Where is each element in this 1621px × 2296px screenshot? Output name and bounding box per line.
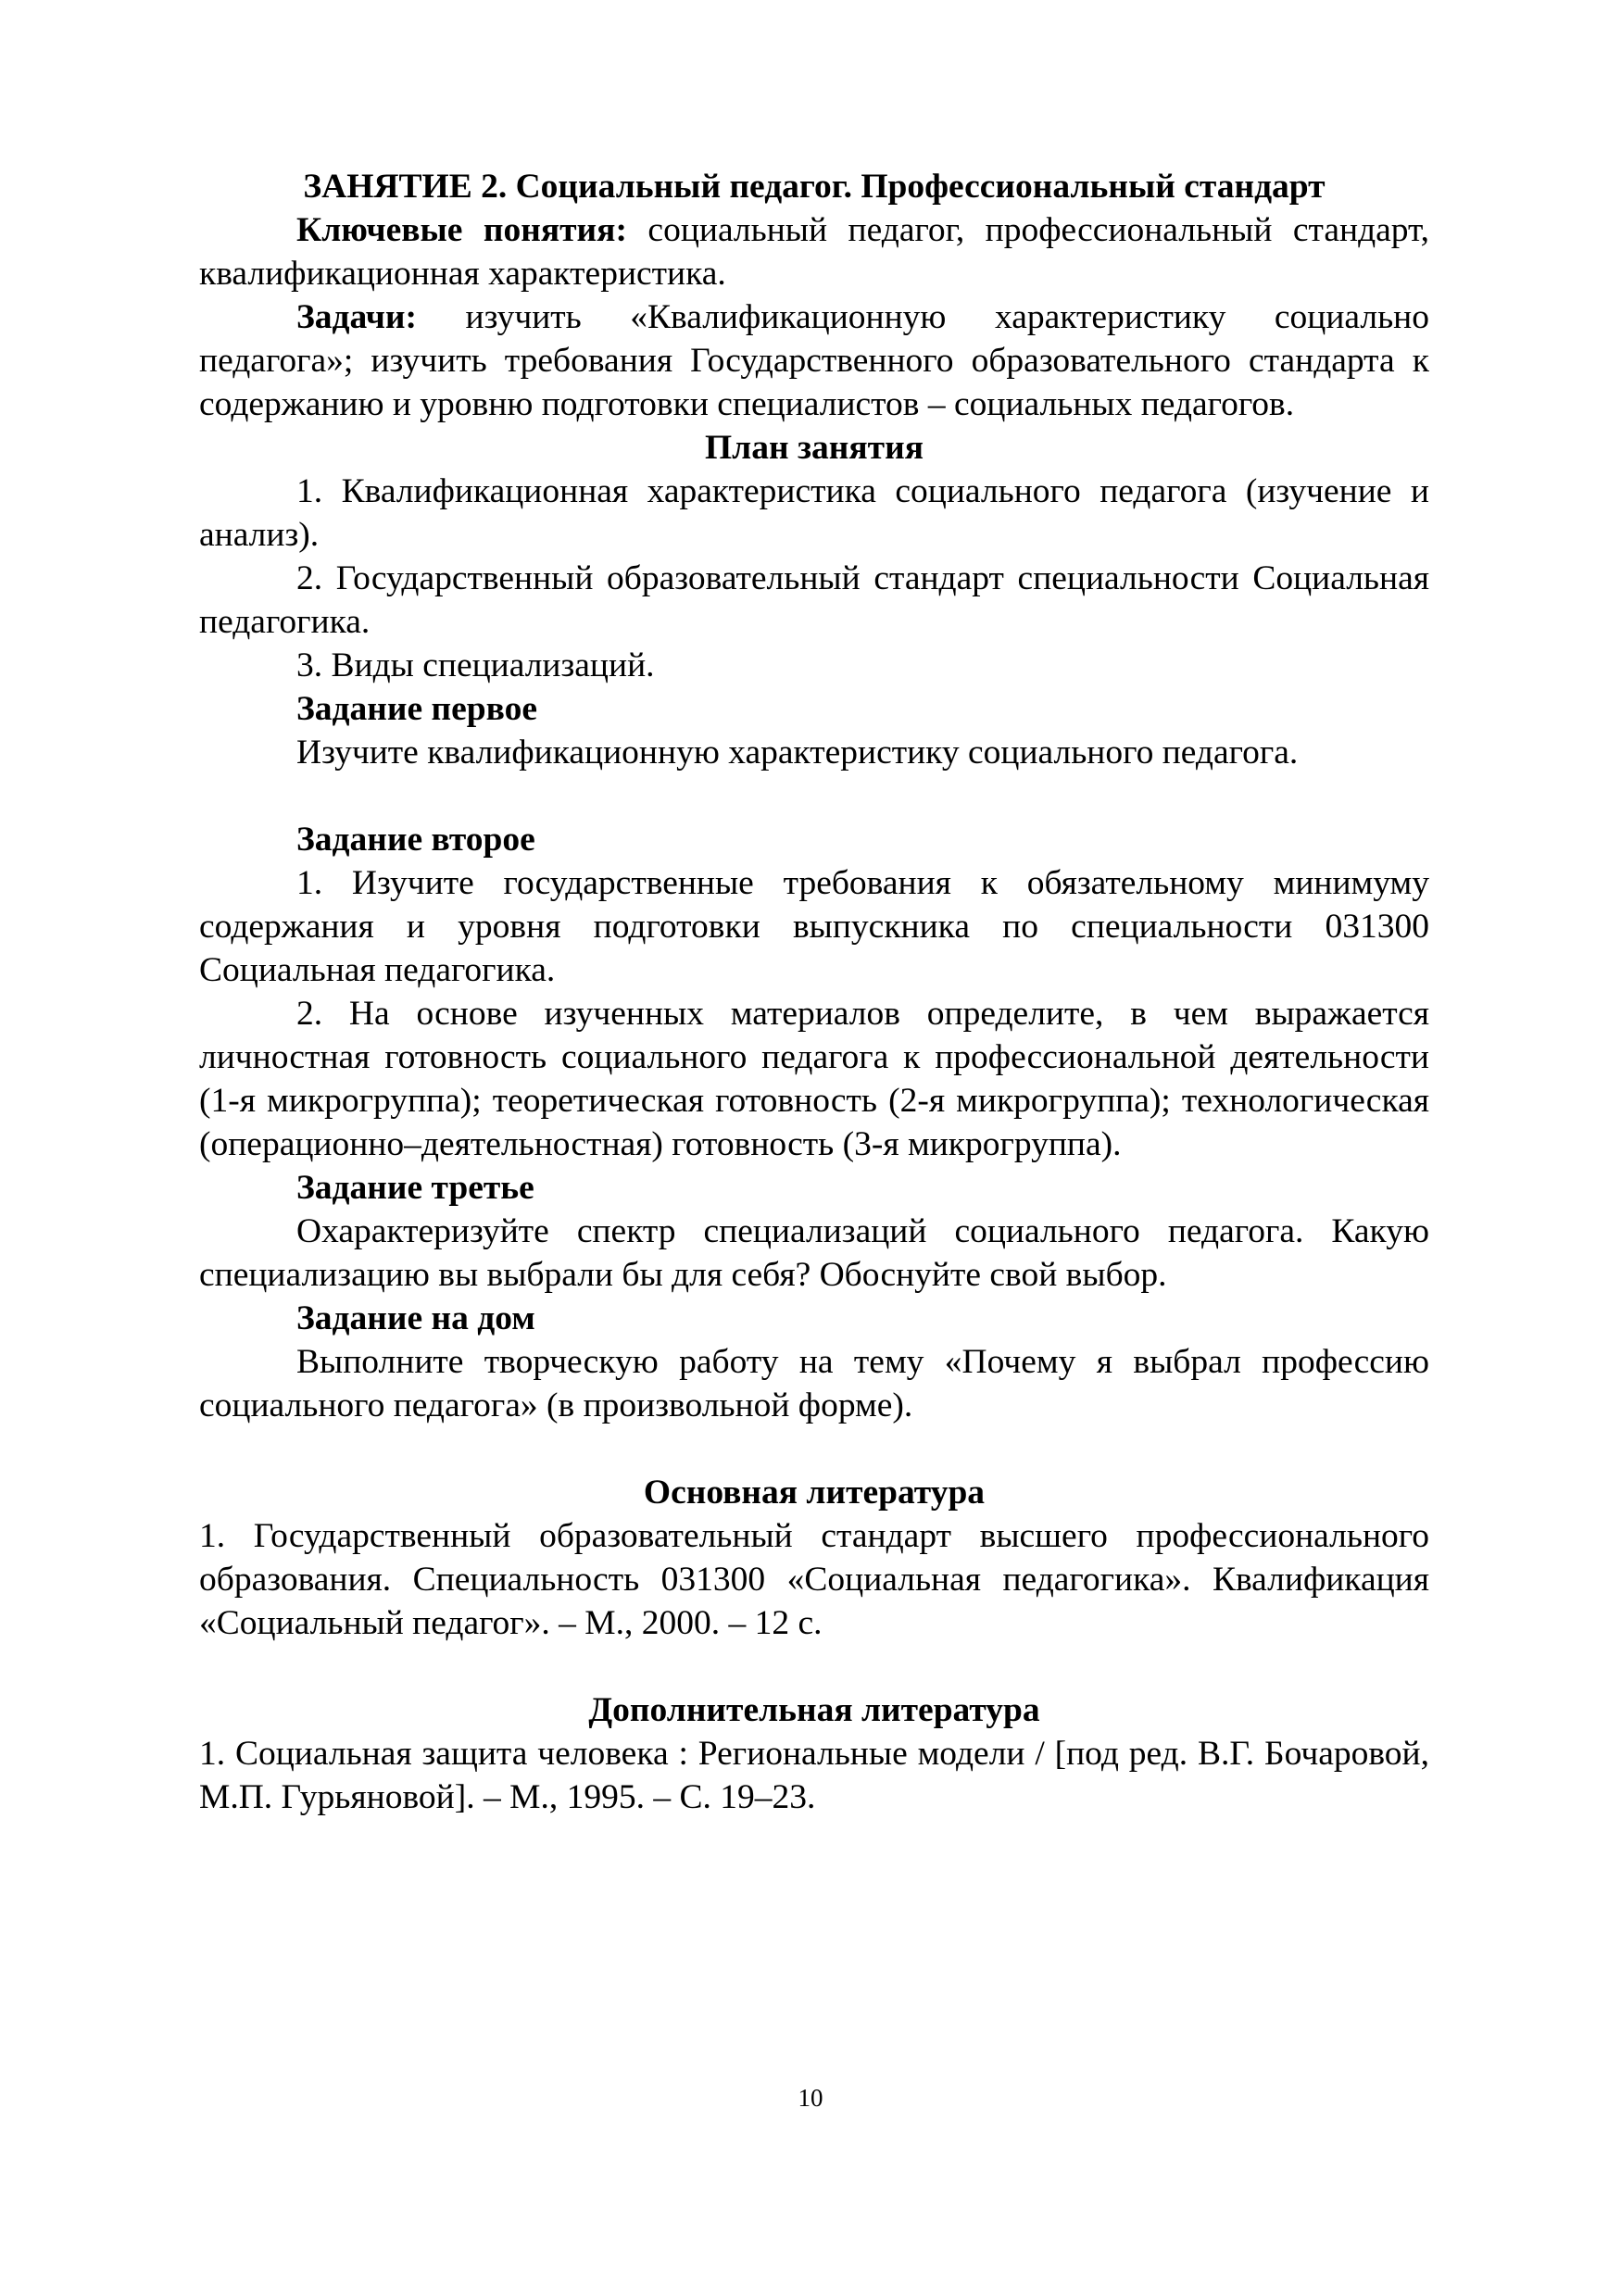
- main-literature-heading: Основная литература: [643, 1474, 986, 1512]
- key-concepts-label: Ключевые понятия:: [296, 211, 627, 249]
- lesson-title: ЗАНЯТИЕ 2. Социальный педагог. Профессиональный стандарт: [303, 168, 1326, 206]
- tasks-paragraph: [199, 295, 1429, 426]
- assignment-2-item: 1. Изучите государственные требования к обязательному минимуму содержания и уровня подготовки выпускника по специальности 031300 Социальная педагогика.: [199, 864, 1429, 989]
- spacer: [199, 774, 1429, 818]
- assignment-1-heading: Задание первое: [296, 690, 537, 728]
- additional-literature-item: 1. Социальная защита человека : Региональные модели / [под ред. В.Г. Бочаровой, М.П. Гурьяновой]. – М., 1995. – С. 19–23.: [199, 1735, 1429, 1816]
- homework-text: Выполните творческую работу на тему «Почему я выбрал профессию социального педагога» (в произвольной форме).: [199, 1343, 1429, 1424]
- assignment-1-text: Изучите квалификационную характеристику социального педагога.: [296, 734, 1299, 772]
- page-number: 10: [798, 2084, 823, 2112]
- assignment-2-item: 2. На основе изученных материалов определите, в чем выражается личностная готовность социального педагога к профессиональной деятельности (1-я микрогруппа); теоретическая готовность (2-я микрогруппа); технологическая (операционно–деятельностная) готовность (3-я микрогруппа).: [199, 995, 1429, 1163]
- plan-item: 1. Квалификационная характеристика социального педагога (изучение и анализ).: [199, 472, 1429, 554]
- spacer: [199, 1645, 1429, 1688]
- main-literature-item: 1. Государственный образовательный стандарт высшего профессионального образования. Специальность 031300 «Социальная педагогика». Квалификация «Социальный педагог». – М., 2000. – 12 с.: [199, 1517, 1429, 1642]
- tasks-text: изучить «Квалификационную характеристику социально педагога»; изучить требования Государственного образовательного стандарта к содержанию и уровню подготовки специалистов – социальных педагогов.: [199, 298, 1429, 423]
- spacer: [199, 1427, 1429, 1471]
- key-concepts-paragraph: [199, 208, 1429, 295]
- homework-heading: Задание на дом: [296, 1299, 535, 1337]
- plan-item: 2. Государственный образовательный стандарт специальности Социальная педагогика.: [199, 559, 1429, 641]
- tasks-label: Задачи:: [296, 298, 418, 336]
- assignment-3-text: Охарактеризуйте спектр специализаций социального педагога. Какую специализацию вы выбрали бы для себя? Обоснуйте свой выбор.: [199, 1212, 1429, 1294]
- key-concepts-text: социальный педагог, профессиональный стандарт, квалификационная характеристика.: [199, 211, 1429, 293]
- assignment-3-heading: Задание третье: [296, 1169, 534, 1207]
- additional-literature-heading: Дополнительная литература: [588, 1691, 1040, 1729]
- page-content: [199, 165, 1429, 1819]
- plan-heading: План занятия: [705, 429, 924, 467]
- assignment-2-heading: Задание второе: [296, 821, 535, 859]
- plan-item: 3. Виды специализаций.: [296, 646, 655, 684]
